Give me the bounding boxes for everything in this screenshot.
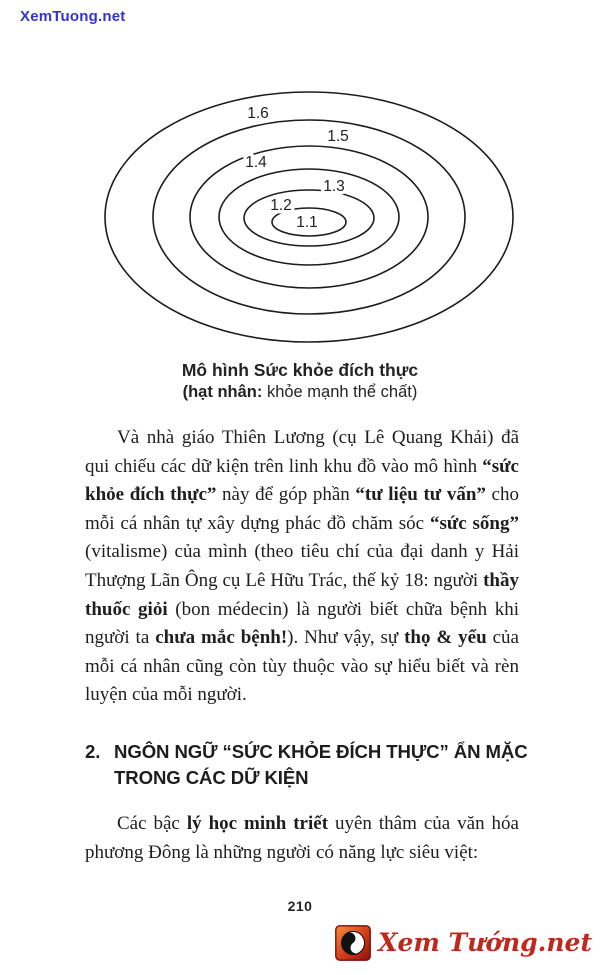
section-title: NGÔN NGỮ “SỨC KHỎE ĐÍCH THỰC” ẨN MẶC TRONG CÁC DỮ KIỆN [114, 741, 528, 788]
paragraph-2: Các bậc lý học minh triết uyên thâm của văn hóa phương Đông là những người có năng lực siêu việt: [85, 813, 519, 863]
section-heading [85, 739, 533, 791]
ring-label-1-5: 1.5 [327, 128, 349, 146]
caption-title: Mô hình Sức khỏe đích thực [181, 360, 419, 380]
section-number: 2. [85, 741, 101, 762]
concentric-ellipse-diagram [95, 85, 525, 350]
site-link[interactable]: XemTuong.net [20, 8, 126, 25]
logo-text: Xem Tướng.net [378, 928, 592, 957]
ring-label-1-1: 1.1 [296, 214, 318, 232]
figure-caption [0, 358, 600, 403]
paragraph-1: Và nhà giáo Thiên Lương (cụ Lê Quang Khải) đã qui chiếu các dữ kiện trên linh khu đồ vào mô hình “sức khỏe đích thực” này để góp phần “tư liệu tư vấn” cho mỗi cá nhân tự xây dựng phác đồ chăm sóc “sức sống” (vitalisme) của mình (theo tiêu chí của đại danh y Hải Thượng Lãn Ông cụ Lê Hữu Trác, thế kỷ 18: người thầy thuốc giỏi (bon médecin) là người biết chữa bệnh khi người ta chưa mắc bệnh!). Như vậy, sự thọ & yểu của mỗi cá nhân cũng còn tùy thuộc vào sự hiểu biết và rèn luyện của mỗi người. [85, 427, 520, 706]
yin-yang-icon [335, 925, 371, 961]
page-number: 210 [287, 898, 313, 914]
ring-label-1-4: 1.4 [245, 154, 267, 172]
caption-subtitle: (hạt nhân: khỏe mạnh thể chất) [182, 383, 418, 401]
ring-label-1-6: 1.6 [247, 105, 269, 123]
ring-label-1-2: 1.2 [270, 197, 292, 215]
ring-label-1-3: 1.3 [323, 178, 345, 196]
site-logo[interactable] [335, 924, 592, 962]
